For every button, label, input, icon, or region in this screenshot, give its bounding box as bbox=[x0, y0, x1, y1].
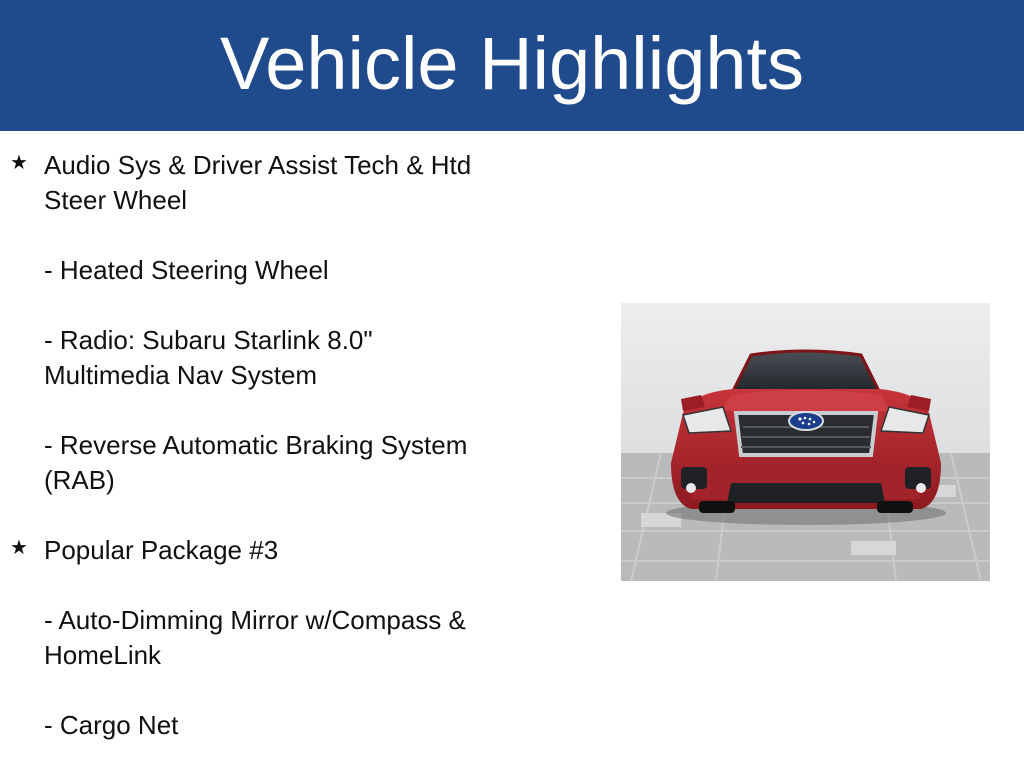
feature-line: (RAB) bbox=[44, 465, 115, 495]
highlight-title-line: Audio Sys & Driver Assist Tech & Htd bbox=[44, 150, 472, 180]
star-bullet-icon: ★ bbox=[10, 535, 28, 559]
feature-line: - Cargo Net bbox=[44, 710, 179, 740]
feature-line: - Auto-Dimming Mirror w/Compass & bbox=[44, 605, 466, 635]
highlight-title-line: Steer Wheel bbox=[44, 185, 188, 215]
feature-line: - Reverse Automatic Braking System bbox=[44, 430, 468, 460]
vehicle-photo bbox=[621, 303, 990, 581]
highlights-list bbox=[0, 148, 560, 743]
feature-line: HomeLink bbox=[44, 640, 162, 670]
feature-line: Multimedia Nav System bbox=[44, 360, 318, 390]
highlight-title-line: Popular Package #3 bbox=[44, 535, 279, 565]
car-front-icon bbox=[621, 303, 990, 581]
feature-line: - Heated Steering Wheel bbox=[44, 255, 329, 285]
highlight-item bbox=[0, 533, 560, 743]
star-bullet-icon: ★ bbox=[10, 150, 28, 174]
page-title: Vehicle Highlights bbox=[219, 21, 805, 105]
highlight-item bbox=[0, 148, 560, 533]
header-banner bbox=[0, 0, 1024, 131]
feature-line: - Radio: Subaru Starlink 8.0" bbox=[44, 325, 373, 355]
